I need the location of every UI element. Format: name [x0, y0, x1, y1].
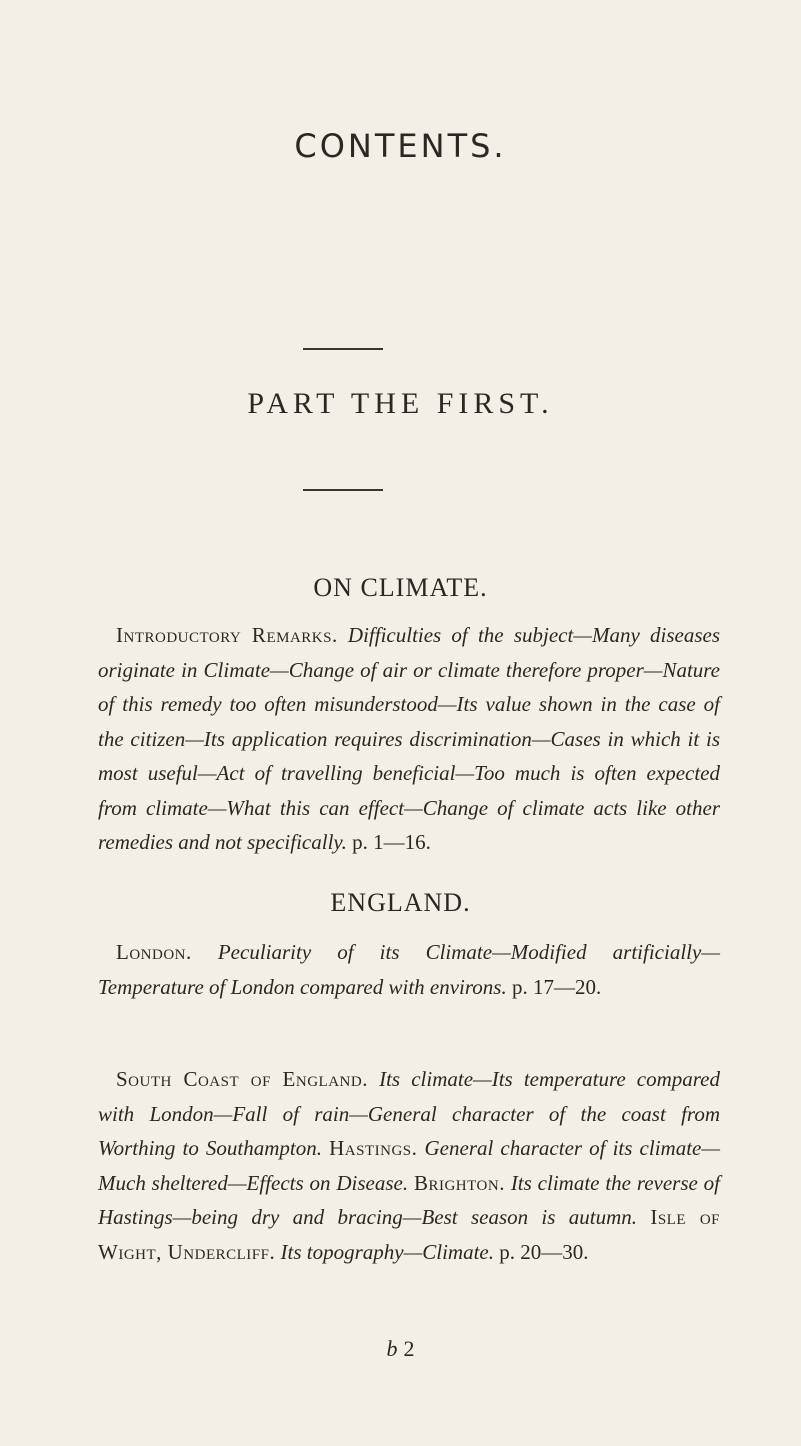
divider-top — [303, 348, 383, 350]
entry-lead-hastings: Hastings. — [329, 1136, 418, 1160]
entry-text: Peculiarity of its Climate—Modified artificially—Temperature of London compared with environs. — [98, 940, 720, 999]
entry-text-isle-of-wight: Its topography—Climate. — [280, 1239, 494, 1264]
contents-entry-london — [98, 935, 720, 1004]
entry-lead-isle-of-wight: Isle of Wight, Undercliff. — [98, 1205, 721, 1264]
entry-text: Difficulties of the subject—Many diseases originate in Climate—Change of air or climate therefore proper—Nature of this remedy too often misunderstood—Its value shown in the case of the citizen—Its application requires discrimination—Cases in which it is most useful—Act of travelling beneficial—Too much is often expected from climate—What this can effect—Change of climate acts like other remedies and not specifically. — [98, 623, 720, 854]
signature-letter: b — [386, 1336, 398, 1361]
entry-pages: p. 17—20. — [511, 974, 602, 999]
part-title: PART THE FIRST. — [247, 387, 554, 420]
section-heading-climate: ON CLIMATE. — [313, 573, 488, 602]
entry-text: Its climate—Its temperature compared with London—Fall of rain—General character of the coast from Worthing to Southampton. — [98, 1067, 721, 1160]
entry-pages: p. 20—30. — [499, 1239, 589, 1264]
entry-lead-brighton: Brighton. — [413, 1170, 505, 1195]
entry-text-hastings: General character of its climate—Much sheltered—Effects on Disease. — [98, 1136, 721, 1195]
entry-lead: London. — [116, 940, 192, 964]
entry-text-brighton: Its climate the reverse of Hastings—being dry and bracing—Best season is autumn. — [98, 1170, 721, 1229]
entry-pages: p. 1—16. — [352, 830, 431, 854]
entry-lead: Introductory Remarks. — [116, 623, 338, 647]
contents-entry-south-coast — [98, 1062, 720, 1269]
entry-lead: South Coast of England. — [116, 1067, 368, 1091]
divider-bottom — [303, 489, 383, 491]
section-heading-england: ENGLAND. — [330, 888, 471, 917]
page-title: CONTENTS. — [294, 127, 507, 165]
signature-mark — [0, 1336, 801, 1362]
signature-number: 2 — [403, 1336, 415, 1361]
contents-entry-introductory — [98, 618, 720, 860]
